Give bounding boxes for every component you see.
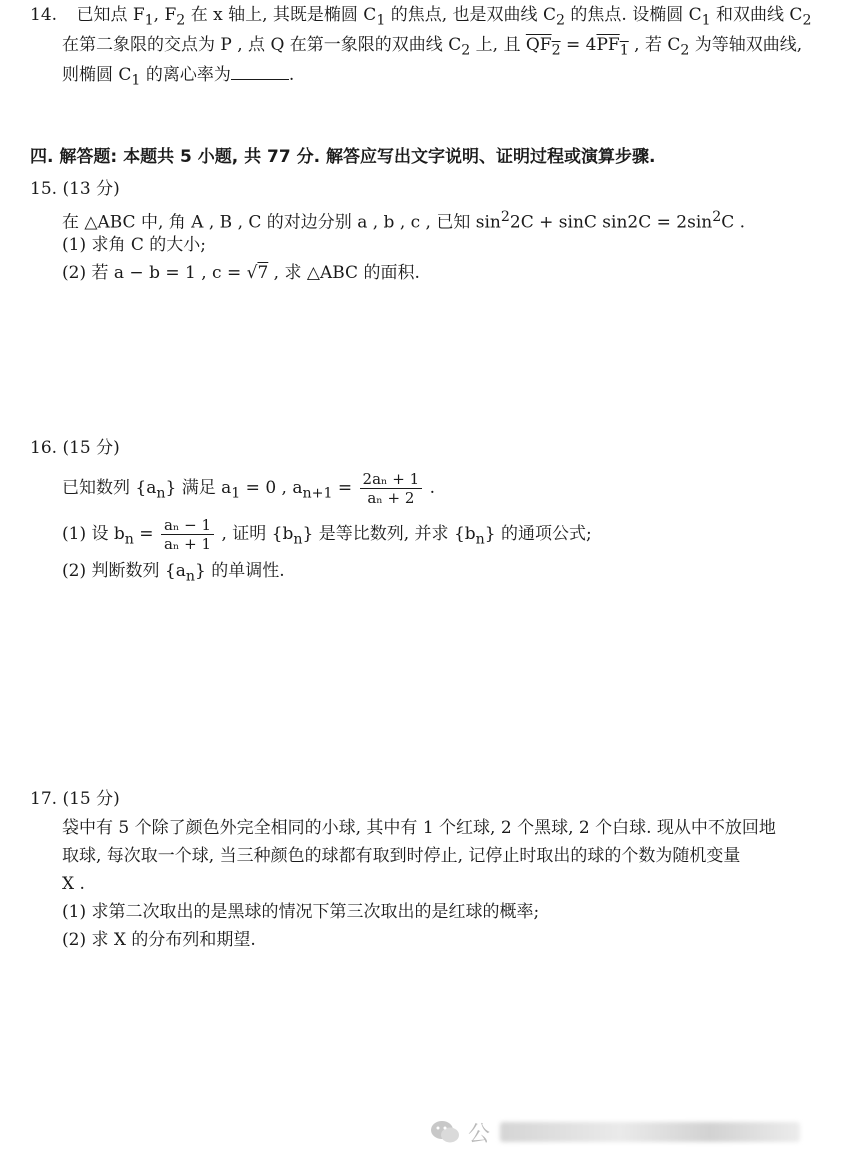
q16-text: = 0 , a [240,478,303,498]
subscript: 1 [619,42,629,59]
subscript: 1 [376,12,386,29]
q15-text: (2) 若 a − b = 1 , c = √ [62,263,258,283]
q14-number: 14. [30,5,58,25]
watermark-obscured [500,1122,800,1142]
subscript: n [475,531,485,548]
q16-text: } 满足 a [165,478,232,498]
q16-text: , 证明 {b [216,524,294,544]
fraction-numerator: 2aₙ + 1 [362,470,420,488]
subscript: 1 [701,12,711,29]
watermark [430,1112,840,1152]
answer-blank [231,65,289,80]
subscript: 1 [144,12,154,29]
vector-label: QF [525,35,552,55]
subscript: 2 [461,42,471,59]
q15-part1: (1) 求角 C 的大小; [62,235,207,255]
q14-text: = 4 [560,35,597,55]
superscript: 2 [500,209,510,225]
q16-text: (1) 设 b [62,524,125,544]
q16-text: } 的通项公式; [484,524,592,544]
q15-part2 [62,260,420,286]
q15-header: 15. (13 分) [30,179,120,199]
q17-line2: 取球, 每次取一个球, 当三种颜色的球都有取到时停止, 记停止时取出的球的个数为随机变量 [62,846,741,866]
fraction-denominator: aₙ + 2 [360,488,423,507]
q16-part2 [62,558,285,584]
wechat-icon [430,1119,460,1145]
q16-header: 16. (15 分) [30,438,120,458]
q16-text: 已知数列 {a [62,478,157,498]
subscript: n [185,568,195,585]
q14-text: 为等轴双曲线, [689,35,803,55]
vector-label: PF [596,35,620,55]
subscript: n [124,531,134,548]
fraction [360,470,423,507]
q14-text: 的焦点. 设椭圆 C [564,5,702,25]
subscript: 1 [131,72,141,89]
q16-text: } 是等比数列, 并求 {b [302,524,476,544]
fraction-denominator: aₙ + 1 [161,534,214,553]
vector-qf2 [525,35,561,59]
q14-text: 上, 且 [470,35,526,55]
vector-pf1 [596,35,629,59]
subscript: 2 [551,42,561,59]
q15-text: C . [721,212,746,233]
subscript: 2 [176,12,186,29]
superscript: 2 [712,209,722,225]
q16-text: (2) 判断数列 {a [62,561,186,581]
fraction-numerator: aₙ − 1 [163,516,212,534]
q14-text: 则椭圆 C [62,65,132,85]
fraction [161,516,214,553]
q15-text: , 求 △ABC 的面积. [268,263,420,283]
subscript: 2 [802,12,812,29]
q14-text: , 若 C [628,35,681,55]
q14-text: 在第二象限的交点为 P , 点 Q 在第一象限的双曲线 C [62,35,462,55]
subscript: n [293,531,303,548]
q16-text: } 的单调性. [194,561,285,581]
q16-text: = [332,478,358,498]
subscript: 1 [231,485,241,502]
q17-line1: 袋中有 5 个除了颜色外完全相同的小球, 其中有 1 个红球, 2 个黑球, 2 个白球. 现从中不放回地 [62,818,776,838]
q14-text: 在 x 轴上, 其既是椭圆 C [185,5,377,25]
subscript: n [156,485,166,502]
q14-line3 [62,62,294,88]
q16-part1 [62,516,592,552]
q14-text: . [288,65,295,85]
subscript: n+1 [302,485,333,502]
q14-text: , F [153,5,177,25]
subscript: 2 [680,42,690,59]
q17-part1: (1) 求第二次取出的是黑球的情况下第三次取出的是红球的概率; [62,902,540,922]
section-title: 四. 解答题: 本题共 5 小题, 共 77 分. 解答应写出文字说明、证明过程或演算步骤. [30,147,656,167]
q14-text: 的焦点, 也是双曲线 C [385,5,556,25]
q17-part2: (2) 求 X 的分布列和期望. [62,930,256,950]
q17-header: 17. (15 分) [30,789,120,809]
sqrt-radicand: 7 [257,263,269,283]
q14-line1 [30,2,811,28]
q16-text: . [424,478,435,498]
q14-text: 和双曲线 C [710,5,803,25]
q16-stem [62,470,435,506]
subscript: 2 [555,12,565,29]
q15-text: 2C + sinC sin2C = 2sin [509,212,713,233]
q14-line2 [62,32,802,58]
q17-line3: X . [62,874,85,894]
q14-text: 的离心率为 [140,65,231,85]
q14-text: 已知点 F [76,5,145,25]
q16-text: = [133,524,159,544]
q15-text: 在 △ABC 中, 角 A , B , C 的对边分别 a , b , c , 已知 sin [62,212,501,233]
watermark-text: 公 [468,1121,491,1147]
q15-stem [62,204,746,233]
